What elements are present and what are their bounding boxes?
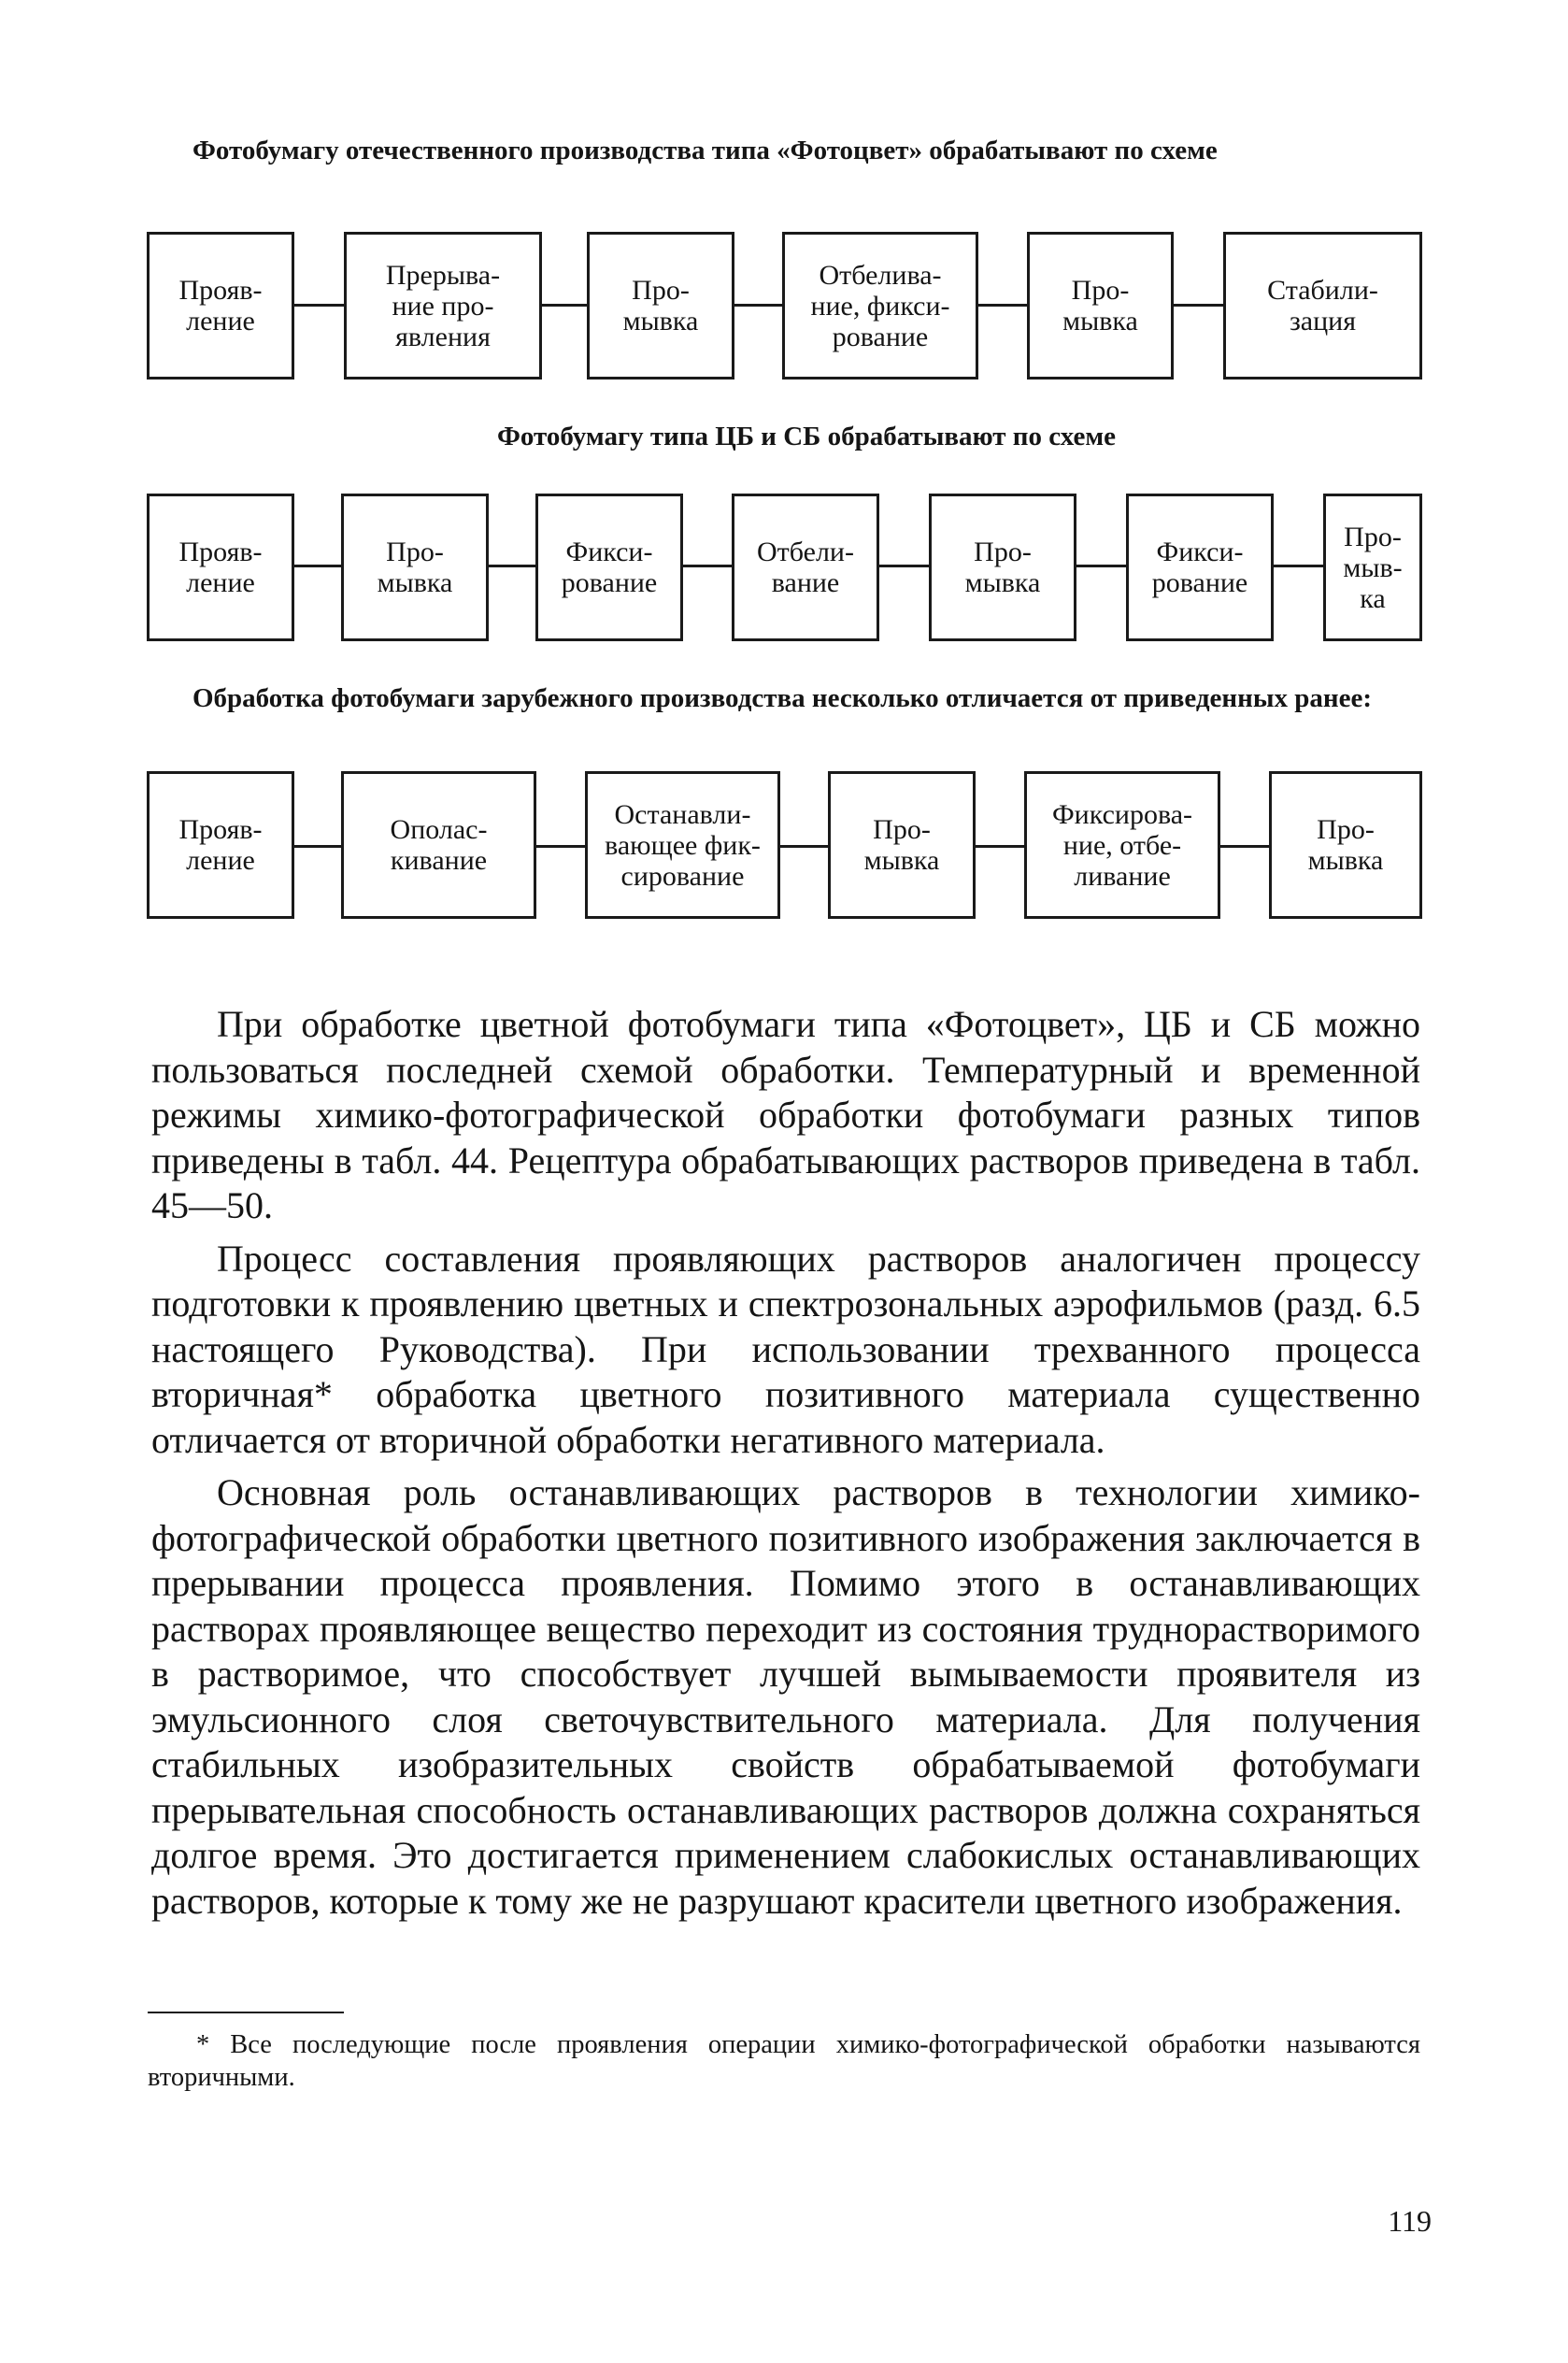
scheme-2-connector (1274, 565, 1323, 567)
scheme-2-step-development: Прояв- ление (147, 494, 294, 641)
scheme-2-heading: Фотобумагу типа ЦБ и СБ обрабатывают по схеме (496, 422, 1116, 451)
scheme-3-heading: Обработка фотобумаги зарубежного производства несколько отличается от приведенных ранее: (192, 683, 1372, 713)
scheme-3-connector (536, 845, 585, 848)
scheme-3-step-washing: Про- мывка (1269, 771, 1422, 919)
scheme-1-step-washing: Про- мывка (1027, 232, 1174, 380)
scheme-2-step-washing: Про- мывка (929, 494, 1076, 641)
scheme-2-connector (879, 565, 929, 567)
scheme-3-step-washing: Про- мывка (828, 771, 976, 919)
scheme-1-connector (294, 304, 344, 307)
scheme-2-connector (1076, 565, 1126, 567)
scheme-3-connector (976, 845, 1024, 848)
scheme-1-connector (734, 304, 782, 307)
scheme-1-step-bleach-fix: Отбелива- ние, фикси- рование (782, 232, 978, 380)
paragraph: Процесс составления проявляющих растворов аналогичен процессу подготовки к проявлению цветных и спектрозональных аэрофильмов (разд. 6.5 настоящего Руководства). При использовании трехванного процесса вторичная* обработка цветного позитивного материала существенно отличается от вторичной обработки негативного материала. (151, 1237, 1420, 1461)
scheme-3-connector (780, 845, 828, 848)
scheme-2-step-washing: Про- мыв- ка (1323, 494, 1422, 641)
footnote: * Все последующие после проявления операции химико-фотографической обработки называются вторичными. (148, 2030, 1420, 2092)
scheme-1-step-stop-development: Прерыва- ние про- явления (344, 232, 542, 380)
scheme-1-step-development: Прояв- ление (147, 232, 294, 380)
paragraph: При обработке цветной фотобумаги типа «Фотоцвет», ЦБ и СБ можно пользоваться последней схемой обработки. Температурный и временной режимы химико-фотографической обработки фотобумаги разных типов приведены в табл. 44. Рецептура обрабатывающих растворов приведена в табл. 45—50. (151, 1003, 1420, 1226)
scheme-1-connector (978, 304, 1027, 307)
body-text (151, 1002, 1420, 1931)
scheme-1-step-washing: Про- мывка (587, 232, 734, 380)
scheme-1-connector (1174, 304, 1223, 307)
scheme-2-step-washing: Про- мывка (341, 494, 489, 641)
scheme-3-step-development: Прояв- ление (147, 771, 294, 919)
scheme-2-connector (489, 565, 535, 567)
scheme-2-connector (294, 565, 341, 567)
scheme-1-heading: Фотобумагу отечественного производства типа «Фотоцвет» обрабатывают по схеме (192, 136, 1218, 165)
scheme-3-step-fix-bleach: Фиксирова- ние, отбе- ливание (1024, 771, 1220, 919)
page-number: 119 (1388, 2204, 1432, 2238)
scheme-3-connector (294, 845, 341, 848)
scheme-1-connector (542, 304, 587, 307)
scheme-2-step-fixing: Фикси- рование (535, 494, 683, 641)
paragraph: Основная роль останавливающих растворов в технологии химико-фотографической обработки цветного позитивного изображения заключается в прерывании процесса проявления. Помимо этого в останавливающих растворах проявляющее вещество переходит из состояния труднорастворимого в растворимое, что способствует лучшей вымываемости проявителя из эмульсионного слоя светочувствительного материала. Для получения стабильных изобразительных свойств обрабатываемой фотобумаги прерывательная способность останавливающих растворов должна сохраняться долгое время. Это достигается применением слабокислых останавливающих растворов, которые к тому же не разрушают красители цветного изображения. (151, 1471, 1420, 1922)
scheme-3-step-rinsing: Ополас- кивание (341, 771, 536, 919)
scheme-3-connector (1220, 845, 1269, 848)
footnote-divider (148, 2012, 344, 2013)
scheme-1-step-stabilization: Стабили- зация (1223, 232, 1422, 380)
scheme-2-step-fixing: Фикси- рование (1126, 494, 1274, 641)
scheme-3-step-stop-fixing: Останавли- вающее фик- сирование (585, 771, 780, 919)
scheme-2-step-bleaching: Отбели- вание (732, 494, 879, 641)
scheme-2-connector (683, 565, 732, 567)
